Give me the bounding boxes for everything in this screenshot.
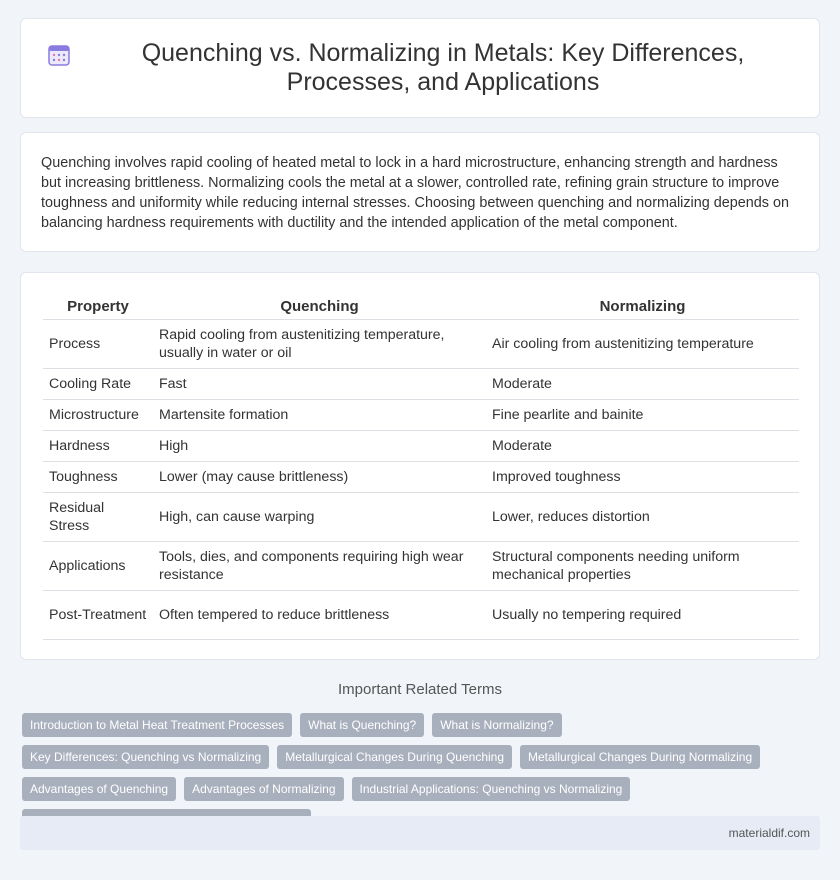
cell-property: Toughness (43, 461, 153, 492)
header-normalizing: Normalizing (486, 295, 799, 319)
cell-quenching: High, can cause warping (153, 492, 486, 541)
related-tag[interactable]: Metallurgical Changes During Normalizing (520, 745, 760, 769)
title-wrap (47, 39, 793, 97)
related-tag[interactable]: Key Differences: Quenching vs Normalizing (22, 745, 269, 769)
cell-quenching: Fast (153, 368, 486, 399)
cell-property: Cooling Rate (43, 368, 153, 399)
page-title: Quenching vs. Normalizing in Metals: Key Differences, Processes, and Applications (141, 39, 745, 96)
table-row (43, 319, 799, 368)
cell-normalizing: Moderate (486, 430, 799, 461)
cell-quenching: Often tempered to reduce brittleness (153, 590, 486, 639)
intro-paragraph: Quenching involves rapid cooling of heated metal to lock in a hard microstructure, enhancing strength and hardness but increasing brittleness. Normalizing cools the metal at a slower, controlled rate, refining grain structure to improve toughness and uniformity while reducing internal stresses. Choosing between quenching and normalizing depends on balancing hardness requirements with ductility and the intended application of the metal component. (41, 155, 789, 231)
table-header-row (43, 295, 799, 319)
related-terms-title: Important Related Terms (338, 681, 502, 698)
related-tag[interactable]: Introduction to Metal Heat Treatment Processes (22, 713, 292, 737)
cell-normalizing: Structural components needing uniform mechanical properties (486, 541, 799, 590)
table-row (43, 430, 799, 461)
related-tag[interactable]: Advantages of Quenching (22, 777, 176, 801)
table-row (43, 590, 799, 639)
cell-quenching: Martensite formation (153, 399, 486, 430)
related-tag[interactable]: Advantages of Normalizing (184, 777, 343, 801)
cell-property: Applications (43, 541, 153, 590)
cell-normalizing: Usually no tempering required (486, 590, 799, 639)
cell-quenching: Lower (may cause brittleness) (153, 461, 486, 492)
comparison-table (43, 295, 799, 640)
table-row (43, 368, 799, 399)
table-row (43, 541, 799, 590)
footer (20, 816, 820, 850)
cell-property: Process (43, 319, 153, 368)
related-tag[interactable]: Industrial Applications: Quenching vs Normalizing (352, 777, 631, 801)
table-row (43, 461, 799, 492)
related-tag[interactable]: What is Normalizing? (432, 713, 561, 737)
table-row (43, 399, 799, 430)
cell-property: Post-Treatment (43, 590, 153, 639)
cell-property: Microstructure (43, 399, 153, 430)
header-quenching: Quenching (153, 295, 486, 319)
header-property: Property (43, 295, 153, 319)
cell-quenching: Tools, dies, and components requiring high wear resistance (153, 541, 486, 590)
cell-normalizing: Air cooling from austenitizing temperature (486, 319, 799, 368)
cell-normalizing: Fine pearlite and bainite (486, 399, 799, 430)
cell-property: Residual Stress (43, 492, 153, 541)
header-card (20, 18, 820, 118)
related-tag[interactable]: What is Quenching? (300, 713, 424, 737)
calendar-icon (47, 43, 71, 67)
cell-normalizing: Lower, reduces distortion (486, 492, 799, 541)
related-tag[interactable]: Metallurgical Changes During Quenching (277, 745, 512, 769)
table-row (43, 492, 799, 541)
cell-quenching: High (153, 430, 486, 461)
cell-normalizing: Improved toughness (486, 461, 799, 492)
cell-normalizing: Moderate (486, 368, 799, 399)
intro-card (20, 132, 820, 252)
comparison-table-card (20, 272, 820, 660)
footer-site-link[interactable]: materialdif.com (728, 826, 810, 840)
cell-property: Hardness (43, 430, 153, 461)
cell-quenching: Rapid cooling from austenitizing temperature, usually in water or oil (153, 319, 486, 368)
